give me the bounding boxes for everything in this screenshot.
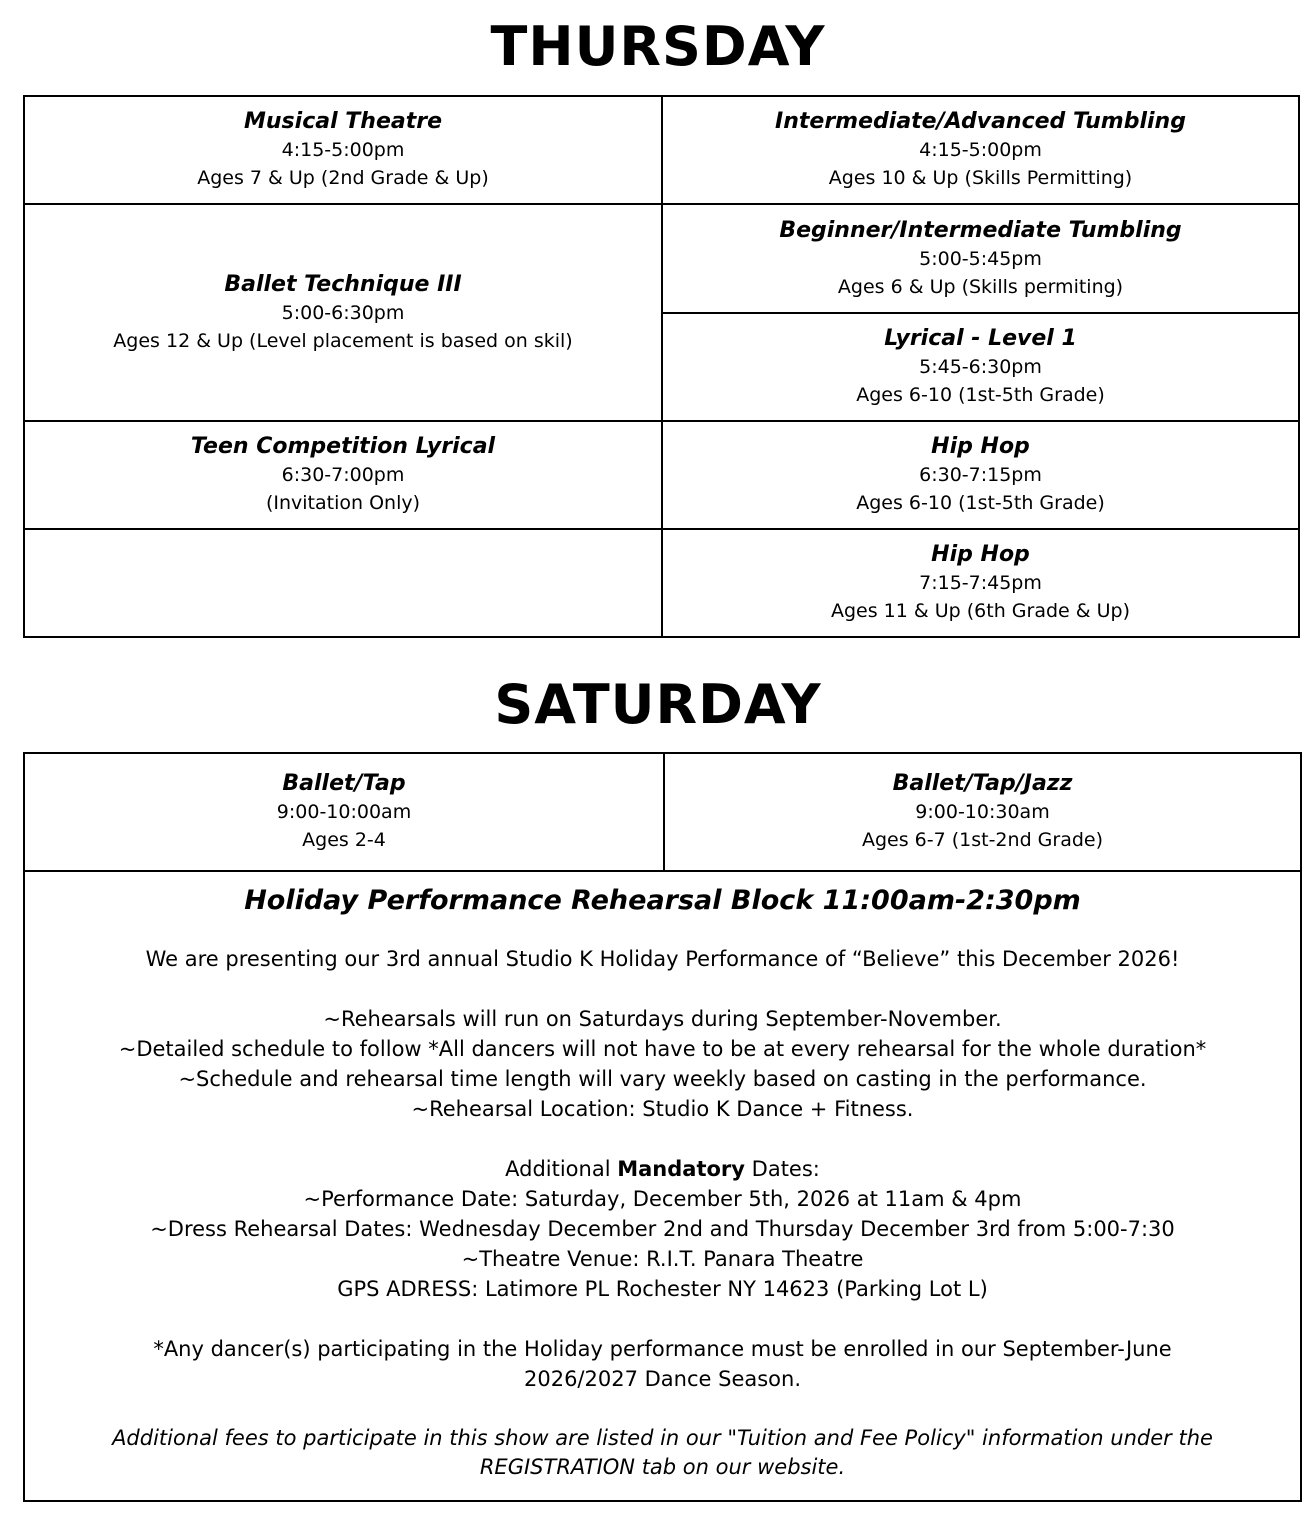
class-time: 7:15-7:45pm <box>919 572 1042 594</box>
class-ages: Ages 6-7 (1st-2nd Grade) <box>861 829 1104 851</box>
class-name: Ballet Technique III <box>224 271 462 297</box>
notice-intro: We are presenting our 3rd annual Studio K Holiday Performance of “Believe” this December 2026! <box>145 947 1180 971</box>
rehearsal-line: ~Detailed schedule to follow *All dancers will not have to be at every rehearsal for the whole duration* <box>118 1037 1207 1061</box>
class-ages: Ages 6 & Up (Skills permiting) <box>837 275 1124 298</box>
class-ages: Ages 10 & Up (Skills Permitting) <box>828 167 1133 189</box>
mandatory-word: Mandatory <box>617 1157 745 1181</box>
class-ages: Ages 7 & Up (2nd Grade & Up) <box>197 167 489 189</box>
class-name: Ballet/Tap <box>282 771 406 796</box>
date-line: ~Dress Rehearsal Dates: Wednesday December 2nd and Thursday December 3rd from 5:00-7:30 <box>150 1217 1175 1241</box>
class-name: Ballet/Tap/Jazz <box>892 771 1073 796</box>
class-cell-musical-theatre <box>25 97 661 203</box>
class-ages: (Invitation Only) <box>265 492 421 514</box>
date-line: GPS ADRESS: Latimore PL Rochester NY 14623 (Parking Lot L) <box>337 1277 988 1301</box>
class-time: 5:45-6:30pm <box>919 356 1042 378</box>
thursday-heading: THURSDAY <box>490 15 826 78</box>
saturday-schedule-table <box>23 752 1302 1502</box>
class-ages: Ages 6-10 (1st-5th Grade) <box>856 384 1105 406</box>
saturday-heading: SATURDAY <box>494 673 822 736</box>
class-ages: Ages 11 & Up (6th Grade & Up) <box>831 600 1130 622</box>
class-name: Intermediate/Advanced Tumbling <box>775 109 1186 134</box>
rehearsal-line: ~Schedule and rehearsal time length will vary weekly based on casting in the performance. <box>178 1067 1147 1091</box>
thursday-schedule-table <box>23 95 1300 638</box>
class-cell-hip-hop-older <box>663 530 1298 636</box>
class-name: Lyrical - Level 1 <box>884 326 1077 351</box>
class-time: 4:15-5:00pm <box>919 139 1042 161</box>
date-line: ~Theatre Venue: R.I.T. Panara Theatre <box>461 1247 864 1271</box>
class-cell-ballet-tap <box>25 754 663 870</box>
enrollment-note-line: 2026/2027 Dance Season. <box>523 1367 802 1391</box>
mandatory-dates-heading <box>43 1154 1282 1184</box>
class-time: 6:30-7:15pm <box>919 464 1042 486</box>
rehearsal-line: ~Rehearsals will run on Saturdays during September-November. <box>323 1007 1002 1031</box>
class-name: Beginner/Intermediate Tumbling <box>779 217 1182 243</box>
class-cell-ballet-technique-iii <box>25 205 661 420</box>
class-ages: Ages 2-4 <box>302 829 386 851</box>
class-time: 4:15-5:00pm <box>281 139 405 161</box>
rehearsal-line: ~Rehearsal Location: Studio K Dance + Fitness. <box>411 1097 914 1121</box>
date-line: ~Performance Date: Saturday, December 5th, 2026 at 11am & 4pm <box>303 1187 1022 1211</box>
class-cell-ballet-tap-jazz <box>665 754 1300 870</box>
class-cell-int-adv-tumbling <box>663 97 1298 203</box>
class-cell-teen-competition-lyrical <box>25 422 661 528</box>
class-name: Musical Theatre <box>244 109 442 134</box>
class-cell-hip-hop-younger <box>663 422 1298 528</box>
class-name: Teen Competition Lyrical <box>190 434 496 459</box>
class-time: 5:00-5:45pm <box>919 247 1042 270</box>
class-ages: Ages 6-10 (1st-5th Grade) <box>856 492 1105 514</box>
enrollment-note-line: *Any dancer(s) participating in the Holiday performance must be enrolled in our September-June <box>153 1337 1172 1361</box>
class-ages: Ages 12 & Up (Level placement is based on skil) <box>113 329 573 352</box>
class-name: Hip Hop <box>931 434 1030 459</box>
holiday-rehearsal-notice <box>25 872 1300 1482</box>
class-cell-beg-int-tumbling <box>663 205 1298 312</box>
class-time: 9:00-10:00am <box>276 801 412 823</box>
notice-title: Holiday Performance Rehearsal Block 11:00am-2:30pm <box>244 885 1081 916</box>
empty-cell <box>25 530 661 636</box>
mandatory-prefix: Additional <box>505 1157 611 1181</box>
class-time: 6:30-7:00pm <box>281 464 405 486</box>
class-time: 9:00-10:30am <box>915 801 1050 823</box>
fees-note-line: Additional fees to participate in this show are listed in our "Tuition and Fee Policy" information under the <box>112 1426 1213 1450</box>
fees-note-line: REGISTRATION tab on our website. <box>479 1455 846 1479</box>
class-name: Hip Hop <box>931 542 1030 567</box>
class-time: 5:00-6:30pm <box>281 301 405 324</box>
class-cell-lyrical-level-1 <box>663 314 1298 420</box>
mandatory-suffix: Dates: <box>751 1157 820 1181</box>
